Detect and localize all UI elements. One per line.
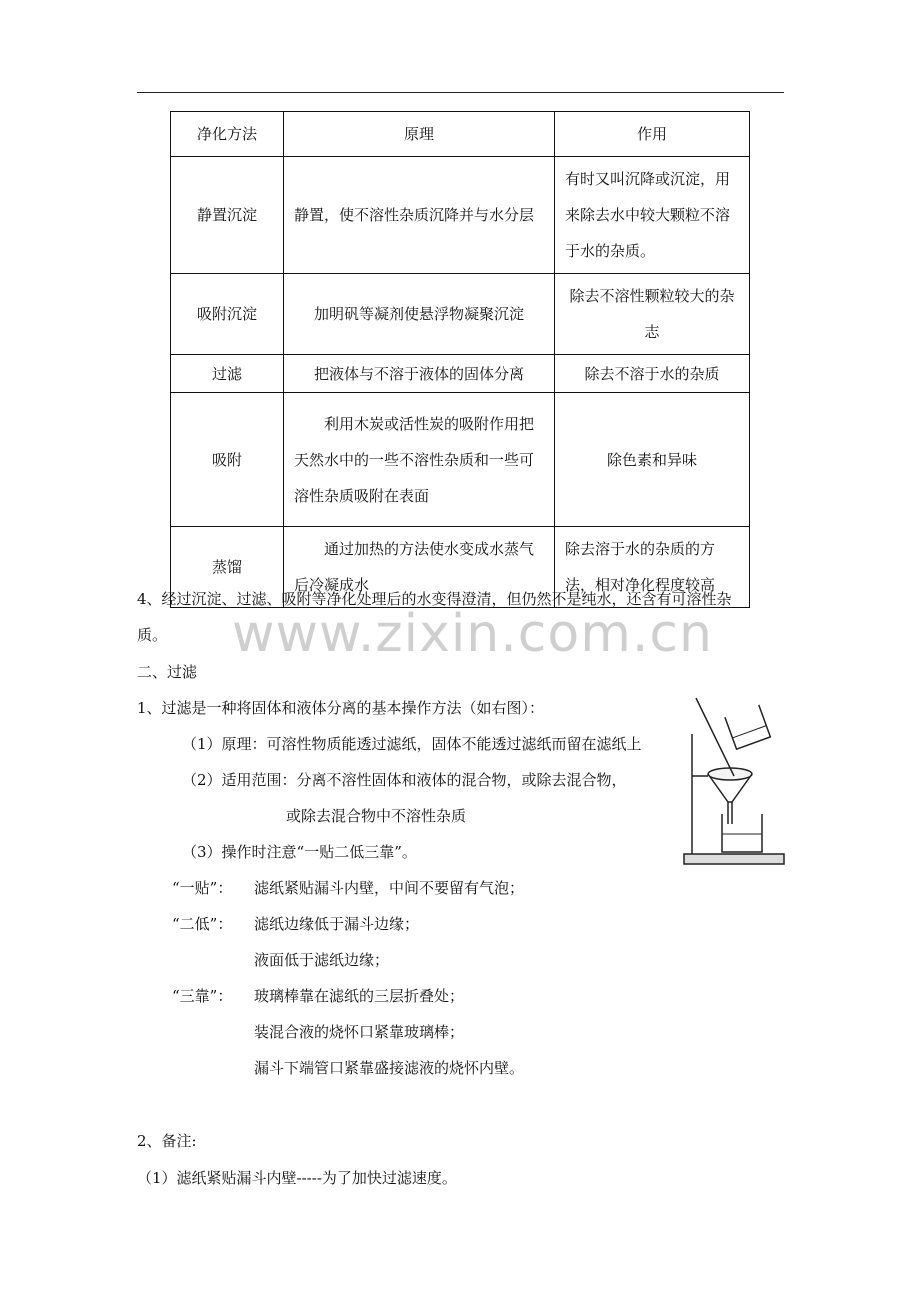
table-header-cell: 作用 (555, 112, 750, 157)
effect-cell: 除去溶于水的杂质的方法，相对净化程度较高 (555, 527, 750, 608)
table-header-row (171, 112, 750, 157)
effect-cell: 除色素和异味 (555, 393, 750, 527)
rule-three-text: 漏斗下端管口紧靠盛接滤液的烧怀内壁。 (254, 1059, 525, 1077)
filtration-apparatus-illustration (678, 694, 790, 870)
principle-cell: 利用木炭或活性炭的吸附作用把天然水中的一些不溶性杂质和一些可溶性杂质吸附在表面 (284, 393, 555, 527)
header-rule (137, 92, 784, 93)
effect-cell: 除去不溶性颗粒较大的杂志 (555, 274, 750, 355)
table-row (171, 274, 750, 355)
method-cell: 吸附 (171, 393, 284, 527)
principle-cell: 通过加热的方法使水变成水蒸气后冷凝成水 (284, 527, 555, 608)
table-header-cell: 净化方法 (171, 112, 284, 157)
rule-two-label: “二低”： (172, 915, 233, 933)
notes-title: 2、备注: (137, 1132, 197, 1150)
section-title: 二、过滤 (137, 663, 198, 681)
purification-table (170, 111, 750, 608)
rule-one-text: 滤纸紧贴漏斗内壁，中间不要留有气泡； (254, 879, 525, 897)
rule-two-text: 液面低于滤纸边缘； (254, 951, 390, 969)
notes-item: （1）滤纸紧贴漏斗内壁-----为了加快过滤速度。 (137, 1169, 457, 1187)
list-item: （3）操作时注意“一贴二低三靠”。 (182, 843, 417, 861)
method-cell: 吸附沉淀 (171, 274, 284, 355)
table-row (171, 157, 750, 274)
effect-cell: 有时又叫沉降或沉淀，用来除去水中较大颗粒不溶于水的杂质。 (555, 157, 750, 274)
method-cell: 静置沉淀 (171, 157, 284, 274)
rule-three-label: “三靠”： (172, 987, 233, 1005)
paragraph-line: 质。 (137, 626, 168, 644)
list-item-continuation: 或除去混合物中不溶性杂质 (286, 807, 467, 825)
method-cell: 蒸馏 (171, 527, 284, 608)
paragraph-line: 4、经过沉淀、过滤、吸附等净化处理后的水变得澄清，但仍然不是纯水，还含有可溶性杂 (137, 590, 732, 608)
principle-cell: 把液体与不溶于液体的固体分离 (284, 355, 555, 393)
paragraph-line: 1、过滤是一种将固体和液体分离的基本操作方法（如右图）： (137, 699, 545, 717)
watermark: www.zixin.com.cn (232, 604, 713, 664)
rule-two-text: 滤纸边缘低于漏斗边缘； (254, 915, 420, 933)
effect-cell: 除去不溶于水的杂质 (555, 355, 750, 393)
principle-cell: 加明矾等凝剂使悬浮物凝聚沉淀 (284, 274, 555, 355)
table-header-cell: 原理 (284, 112, 555, 157)
rule-three-text: 装混合液的烧怀口紧靠玻璃棒； (254, 1023, 465, 1041)
method-cell: 过滤 (171, 355, 284, 393)
table-row (171, 355, 750, 393)
list-item: （1）原理：可溶性物质能透过滤纸，固体不能透过滤纸而留在滤纸上 (182, 735, 642, 753)
rule-three-text: 玻璃棒靠在滤纸的三层折叠处； (254, 987, 465, 1005)
principle-cell: 静置，使不溶性杂质沉降并与水分层 (284, 157, 555, 274)
table-row (171, 393, 750, 527)
list-item: （2）适用范围：分离不溶性固体和液体的混合物，或除去混合物， (182, 771, 627, 789)
rule-one-label: “一贴”： (172, 879, 233, 897)
